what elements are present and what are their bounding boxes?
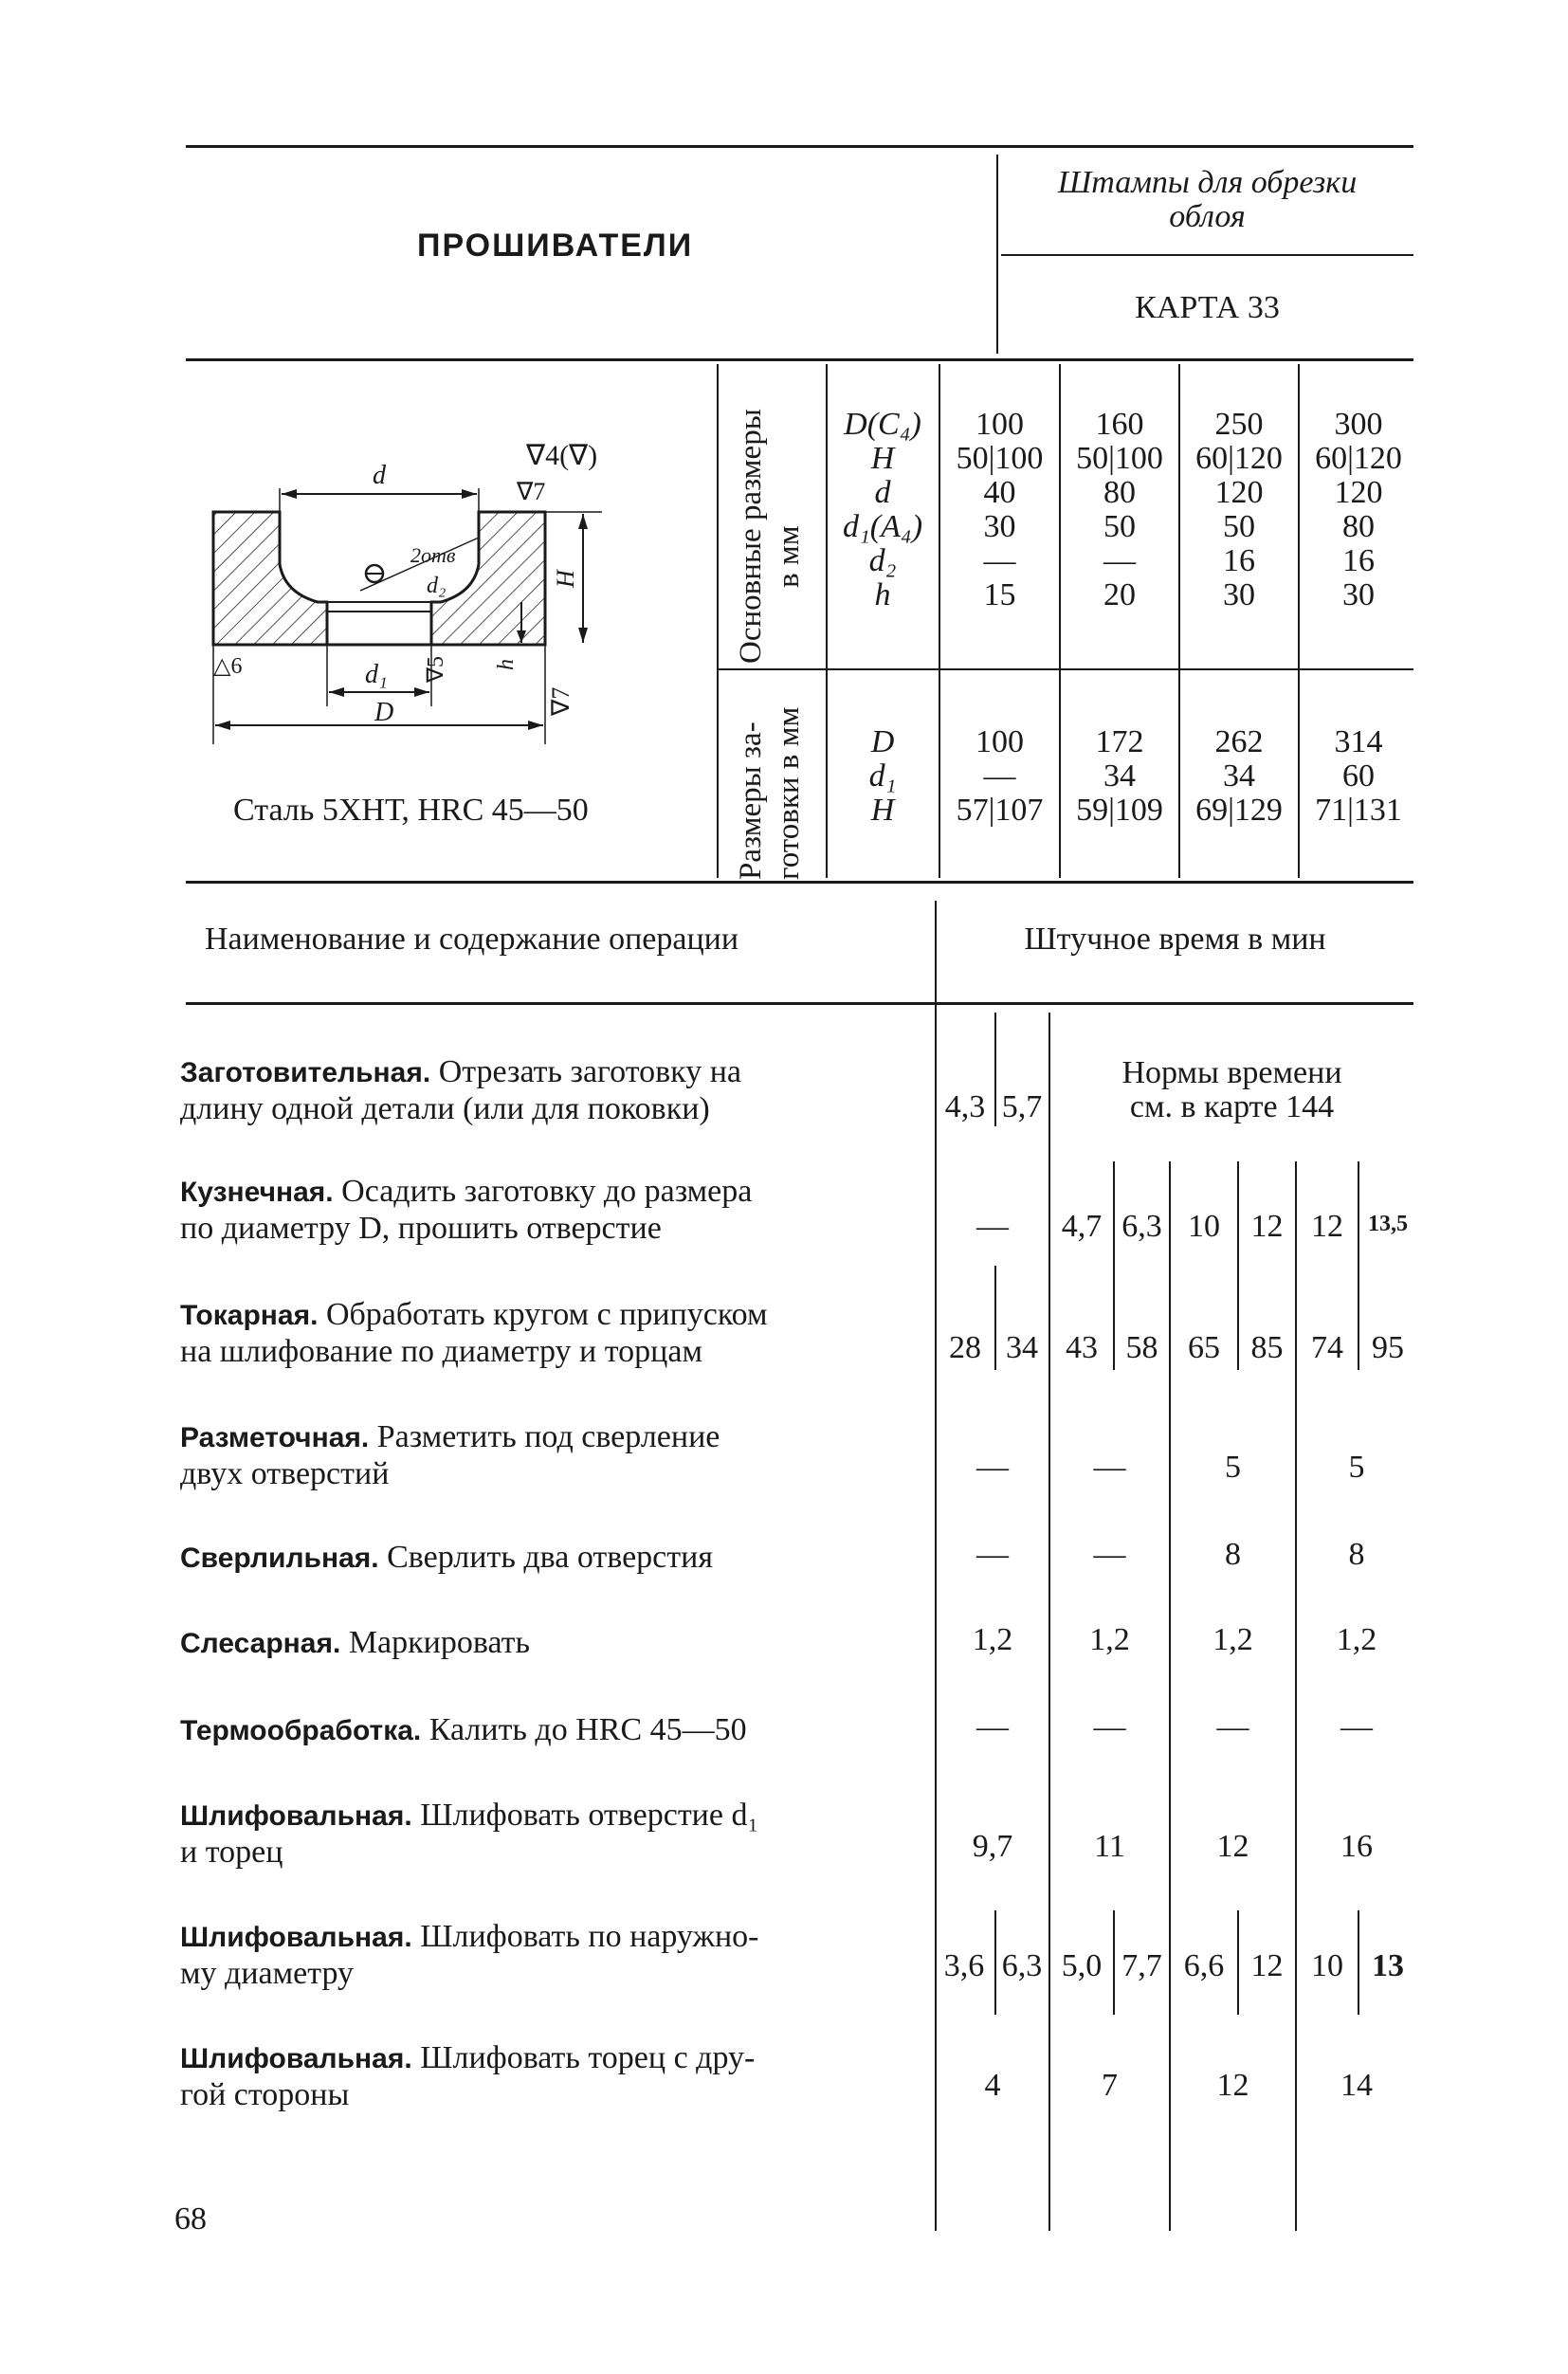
- svg-text:△6: △6: [213, 654, 243, 679]
- page-number: 68: [174, 2201, 207, 2237]
- cell: 262: [1214, 724, 1264, 759]
- main-dims-label-1: Основные размеры: [734, 409, 768, 664]
- cell: 60|120: [1315, 441, 1402, 476]
- svg-text:∇4(∇): ∇4(∇): [526, 440, 598, 471]
- part-section: [213, 512, 327, 645]
- value: 13,5: [1368, 1212, 1408, 1236]
- cell: 71|131: [1315, 793, 1402, 828]
- cell: 50: [1223, 509, 1255, 544]
- value: 4,7: [1061, 1209, 1103, 1244]
- value: 1,2: [1336, 1622, 1377, 1657]
- value: 74: [1311, 1330, 1343, 1365]
- main-col-3: [1180, 408, 1298, 612]
- operation-row: Термообработка. Калить до HRC 45—50: [180, 1712, 747, 1747]
- value: 65: [1188, 1330, 1220, 1365]
- cell: 314: [1334, 724, 1383, 759]
- ops-header-divider: [935, 901, 937, 1014]
- cell: 15: [983, 577, 1016, 612]
- operation-row: Шлифовальная. Шлифовать торец с дру- гой стороны: [180, 2040, 756, 2112]
- ops-col-left: [935, 1013, 937, 2231]
- blank-dims-label-1: Размеры за-: [734, 721, 768, 880]
- svg-text:d₂: d₂: [427, 574, 447, 598]
- cell: 16: [1223, 543, 1255, 578]
- value: 58: [1125, 1330, 1158, 1365]
- value: 95: [1372, 1330, 1404, 1365]
- operation-row: Заготовительная. Отрезать заготовку на длину одной детали (или для поковки): [180, 1054, 741, 1126]
- cell: —: [1103, 543, 1136, 578]
- operation-row: Слесарная. Маркировать: [180, 1625, 531, 1660]
- blank-col-3: [1180, 725, 1298, 828]
- operation-row: Шлифовальная. Шлифовать по наружно- му диаметру: [180, 1919, 759, 1991]
- value: —: [976, 1209, 1009, 1244]
- value: 1,2: [972, 1622, 1013, 1657]
- blank-col-2: [1061, 725, 1178, 828]
- value: 12: [1311, 1209, 1343, 1244]
- dim-table-left: [717, 364, 719, 878]
- norms-note-2: см. в карте 144: [1129, 1089, 1335, 1124]
- value: 6,6: [1183, 1948, 1225, 1983]
- value: —: [1093, 1450, 1126, 1485]
- ops-col-divider-1: [1048, 1013, 1050, 2231]
- svg-text:2отв: 2отв: [410, 543, 456, 567]
- param-h: h: [874, 577, 891, 612]
- card-number: КАРТА 33: [1135, 290, 1280, 325]
- operation-row: Сверлильная. Сверлить два отверстия: [180, 1540, 713, 1575]
- cell: 50|100: [956, 441, 1044, 476]
- value: 12: [1250, 1948, 1284, 1983]
- value: 34: [1006, 1330, 1038, 1365]
- cell: 30: [1342, 577, 1375, 612]
- cell: 16: [1342, 543, 1375, 578]
- cell: 20: [1103, 577, 1136, 612]
- main-col-4: [1300, 408, 1417, 612]
- value: 13: [1372, 1948, 1404, 1983]
- operation-row: Кузнечная. Осадить заготовку до размера по диаметру D, прошить отверстие: [180, 1174, 753, 1246]
- cell: 30: [1223, 577, 1255, 612]
- page-title: ПРОШИВАТЕЛИ: [417, 228, 694, 264]
- param-H: H: [870, 793, 895, 828]
- value: 7: [1102, 2068, 1118, 2103]
- value: —: [1093, 1537, 1126, 1572]
- cell: 80: [1342, 509, 1375, 544]
- value: 4: [984, 2068, 1001, 2103]
- cell: —: [983, 543, 1016, 578]
- cell: —: [983, 758, 1016, 794]
- param-D: D(C₄): [844, 407, 921, 442]
- header-bottom-rule: [186, 358, 1413, 361]
- blank-dims-label-2: готовки в мм: [772, 706, 806, 880]
- value: —: [976, 1450, 1009, 1485]
- operation-row: Разметочная. Разметить под сверление двух отверстий: [180, 1419, 720, 1491]
- value: 85: [1250, 1330, 1284, 1365]
- cell: 100: [975, 724, 1024, 759]
- cell: 57|107: [956, 793, 1044, 828]
- value: —: [976, 1537, 1009, 1572]
- value: 12: [1250, 1209, 1284, 1244]
- svg-text:d₁: d₁: [365, 660, 388, 689]
- blank-params: [827, 725, 939, 828]
- value: 8: [1348, 1537, 1365, 1572]
- cell: 250: [1214, 407, 1264, 442]
- blank-col-1: [940, 725, 1059, 828]
- value: 12: [1216, 2068, 1249, 2103]
- value: 16: [1340, 1829, 1373, 1864]
- value: 12: [1216, 1829, 1249, 1864]
- cell: 120: [1214, 475, 1264, 510]
- cell: 34: [1103, 758, 1136, 794]
- value: 1,2: [1212, 1622, 1253, 1657]
- svg-text:∇7: ∇7: [517, 478, 546, 505]
- cell: 60: [1342, 758, 1375, 794]
- ops-header-rule: [186, 1002, 1413, 1005]
- value: 6,3: [1001, 1948, 1043, 1983]
- value: 5,7: [1001, 1089, 1043, 1124]
- norms-note-1: Нормы времени: [1121, 1055, 1342, 1090]
- category-line-1: Штампы для обрезки: [1057, 165, 1358, 200]
- material-caption: Сталь 5ХНТ, HRC 45—50: [233, 793, 589, 828]
- cell: 172: [1095, 724, 1144, 759]
- cell: 40: [983, 475, 1016, 510]
- header-right-rule: [1001, 254, 1413, 256]
- value: —: [1093, 1709, 1126, 1744]
- param-d1: d₁: [868, 758, 897, 794]
- ops-name-header: Наименование и содержание операции: [205, 922, 739, 957]
- value: 4,3: [944, 1089, 986, 1124]
- cell: 60|120: [1195, 441, 1283, 476]
- value: 10: [1311, 1948, 1343, 1983]
- param-D: D: [870, 724, 895, 759]
- value: 14: [1340, 2068, 1373, 2103]
- dim-table-mid-rule: [717, 668, 1413, 670]
- operation-row: Токарная. Обработать кругом с припуском на шлифование по диаметру и торцам: [180, 1297, 768, 1369]
- value: —: [1340, 1709, 1373, 1744]
- value: 6,3: [1121, 1209, 1162, 1244]
- cell: 300: [1334, 407, 1383, 442]
- value: 10: [1188, 1209, 1220, 1244]
- param-d2: d₂: [868, 543, 897, 578]
- value: 5: [1348, 1450, 1365, 1485]
- part-drawing: [194, 422, 678, 754]
- cell: 69|129: [1195, 793, 1283, 828]
- value: 11: [1094, 1829, 1125, 1864]
- top-rule: [186, 145, 1413, 148]
- main-params: [827, 408, 939, 612]
- value: 1,2: [1089, 1622, 1130, 1657]
- header-divider: [996, 155, 998, 354]
- value: 28: [949, 1330, 981, 1365]
- param-d1: d₁(A₄): [842, 509, 923, 544]
- cell: 59|109: [1076, 793, 1163, 828]
- ops-time-header: Штучное время в мин: [1024, 922, 1326, 957]
- category-line-2: облоя: [1169, 199, 1246, 234]
- operation-row: Шлифовальная. Шлифовать отверстие d₁ и торец: [180, 1798, 759, 1870]
- value: 5: [1225, 1450, 1241, 1485]
- svg-text:∇7: ∇7: [547, 686, 574, 716]
- svg-text:H: H: [552, 570, 579, 588]
- value: 8: [1225, 1537, 1241, 1572]
- cell: 100: [975, 407, 1024, 442]
- svg-text:D: D: [374, 698, 394, 727]
- cell: 160: [1095, 407, 1144, 442]
- value: 7,7: [1121, 1948, 1162, 1983]
- value: —: [1216, 1709, 1249, 1744]
- main-col-1: [940, 408, 1059, 612]
- param-d: d: [874, 475, 891, 510]
- cell: 50|100: [1076, 441, 1163, 476]
- dim-table-bottom-rule: [186, 881, 1413, 884]
- value: 9,7: [972, 1829, 1013, 1864]
- svg-text:∇5: ∇5: [424, 655, 448, 683]
- value: —: [976, 1709, 1009, 1744]
- main-dims-label-2: в мм: [772, 525, 806, 588]
- main-col-2: [1061, 408, 1178, 612]
- cell: 30: [983, 509, 1016, 544]
- svg-text:h: h: [494, 659, 519, 670]
- svg-text:d: d: [373, 461, 386, 490]
- cell: 50: [1103, 509, 1136, 544]
- cell: 80: [1103, 475, 1136, 510]
- value: 43: [1066, 1330, 1098, 1365]
- blank-col-4: [1300, 725, 1417, 828]
- value: 3,6: [943, 1948, 985, 1983]
- cell: 120: [1334, 475, 1383, 510]
- cell: 34: [1223, 758, 1255, 794]
- param-H: H: [870, 441, 895, 476]
- value: 5,0: [1061, 1948, 1103, 1983]
